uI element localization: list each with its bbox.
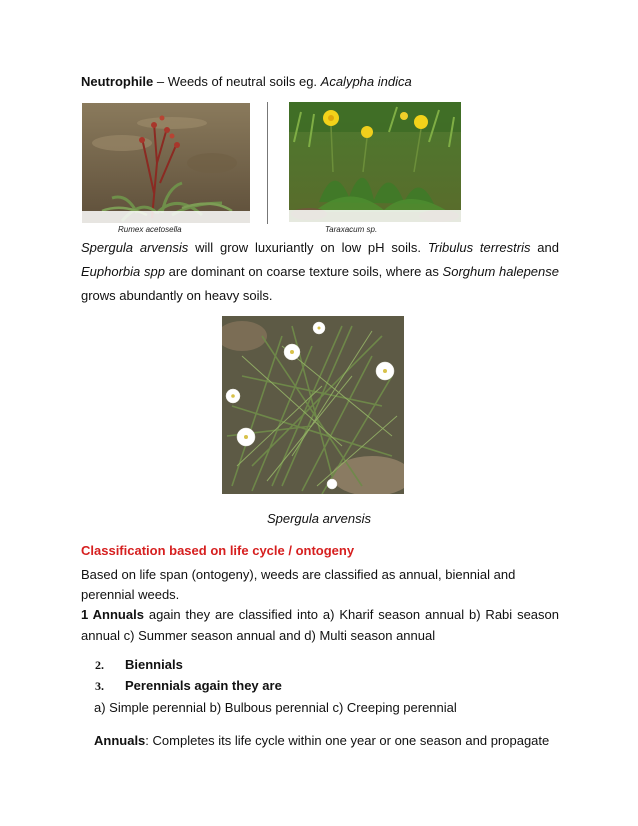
species-spergula: Spergula arvensis [81,240,189,255]
soil-para-line-2 [81,264,559,280]
perennials-label: Perennials again they are [125,678,282,693]
soil-text-3: are dominant on coarse texture soils, where as [164,264,443,279]
annuals-definition [94,733,549,749]
soil-para-line-1 [81,240,559,256]
rumex-caption: Rumex acetosella [118,225,182,234]
annuals-label: 1 Annuals [81,607,144,622]
neutrophile-line [81,74,412,90]
annuals-def-text: : Completes its life cycle within one year or one season and propagate [145,733,550,748]
soil-text-2: and [530,240,559,255]
list-item-perennials [95,678,282,694]
spergula-photo [222,316,404,494]
rumex-photo [82,103,250,223]
annuals-line-2: annual c) Summer season annual and d) Multi season annual [81,628,436,643]
item-number: 3. [95,679,104,693]
list-item-biennials [95,657,183,673]
lifespan-line-2: perennial weeds. [81,587,180,602]
classification-heading: Classification based on life cycle / ontogeny [81,543,355,558]
spergula-caption: Spergula arvensis [266,511,372,526]
annuals-line-1 [81,607,559,623]
soil-para-line-3: grows abundantly on heavy soils. [81,288,273,303]
neutrophile-desc: – Weeds of neutral soils eg. [153,74,321,89]
taraxacum-caption: Taraxacum sp. [325,225,378,234]
biennials-label: Biennials [125,657,183,672]
photo-divider [267,102,268,224]
species-sorghum: Sorghum halepense [442,264,559,279]
item-number: 2. [95,658,104,672]
soil-text-1: will grow luxuriantly on low pH soils. [188,240,428,255]
perennial-types: a) Simple perennial b) Bulbous perennial c) Creeping perennial [94,700,457,715]
species-euphorbia: Euphorbia spp [81,264,165,279]
annuals-text-1: again they are classified into a) Kharif season annual b) Rabi season [143,607,559,622]
neutrophile-example: Acalypha indica [320,74,412,89]
neutrophile-term: Neutrophile [81,74,154,89]
annuals-def-label: Annuals [94,733,146,748]
taraxacum-photo [289,102,461,222]
lifespan-line-1: Based on life span (ontogeny), weeds are classified as annual, biennial and [81,567,516,582]
species-tribulus: Tribulus terrestris [427,240,531,255]
